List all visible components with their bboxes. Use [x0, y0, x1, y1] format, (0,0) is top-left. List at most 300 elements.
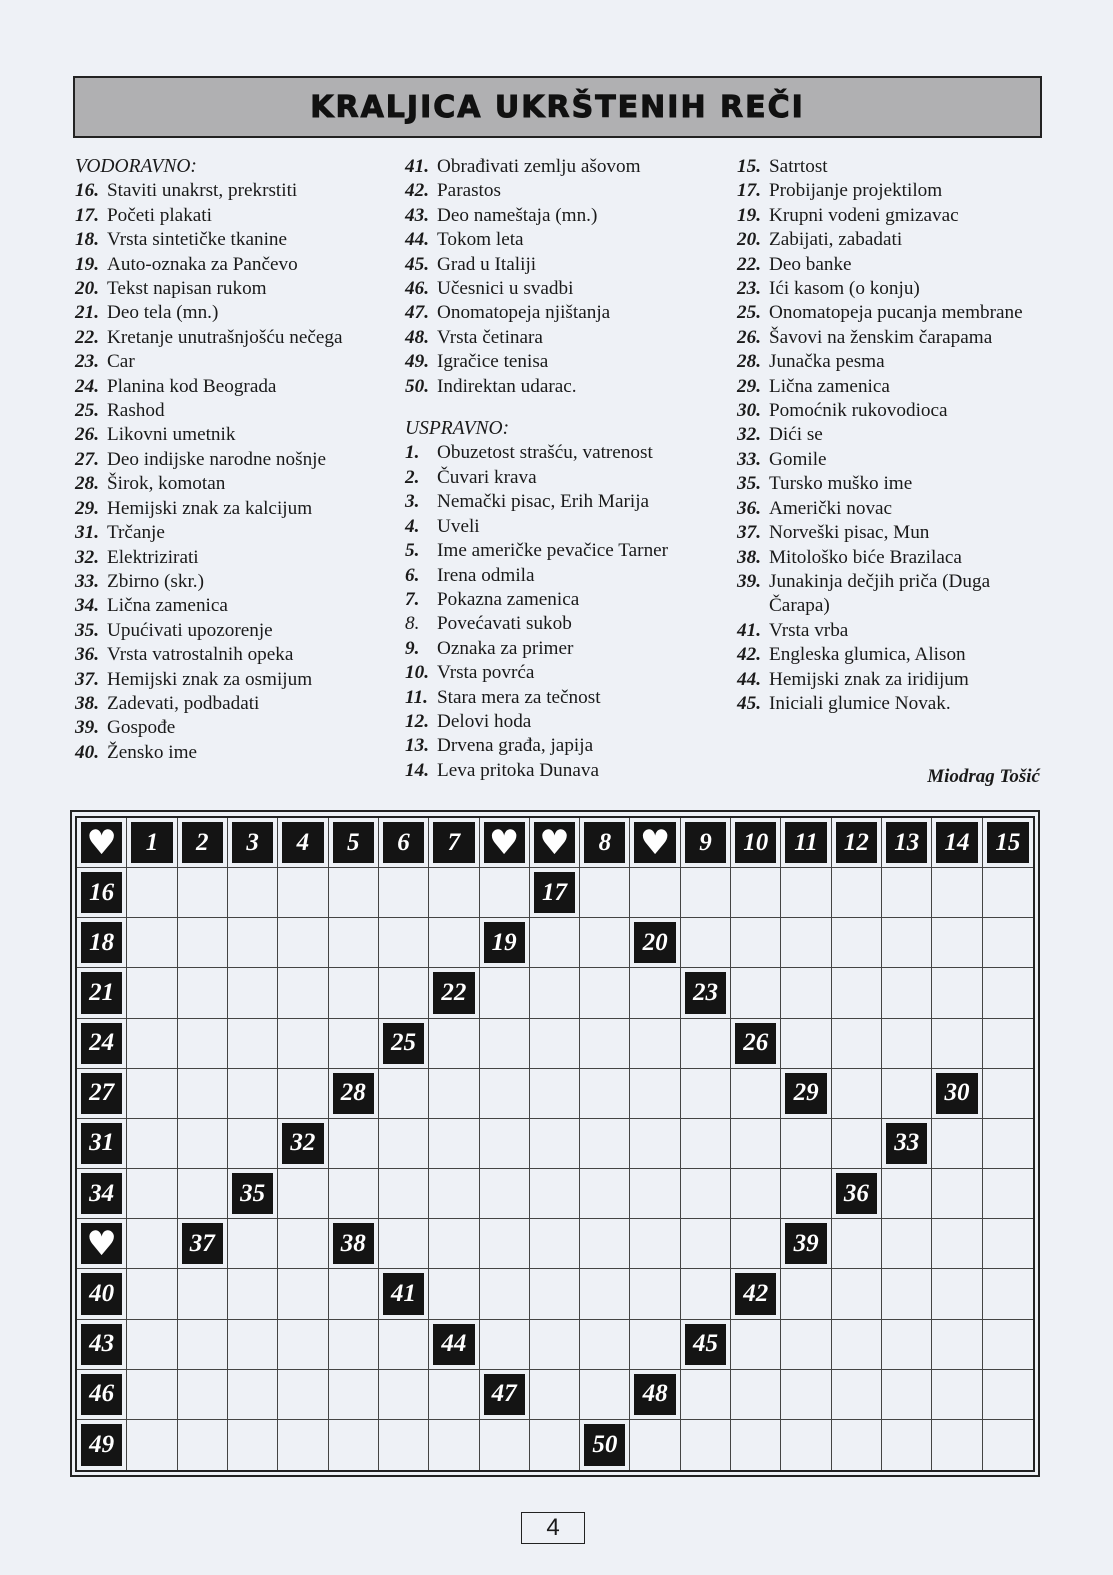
- grid-empty-cell[interactable]: [781, 1420, 831, 1470]
- clue-number: 26.: [75, 424, 99, 446]
- grid-empty-cell[interactable]: [530, 1320, 580, 1370]
- clue-text: Vrsta povrća: [437, 662, 535, 684]
- grid-clue-cell: [77, 918, 127, 968]
- grid-empty-cell[interactable]: [580, 1269, 630, 1319]
- grid-number: 15: [987, 822, 1029, 863]
- clue-text: Onomatopeja njištanja: [437, 302, 611, 324]
- grid-empty-cell[interactable]: [882, 918, 932, 968]
- clue-text: Lična zamenica: [769, 375, 890, 397]
- grid-empty-cell[interactable]: [530, 1370, 580, 1420]
- grid-empty-cell[interactable]: [178, 1269, 228, 1319]
- clue-text: Hemijski znak za kalcijum: [107, 497, 313, 519]
- grid-empty-cell[interactable]: [681, 1370, 731, 1420]
- grid-empty-cell[interactable]: [429, 868, 479, 918]
- grid-empty-cell[interactable]: [228, 1069, 278, 1119]
- clue-text: Delovi hoda: [437, 710, 532, 732]
- grid-empty-cell[interactable]: [832, 1219, 882, 1269]
- grid-empty-cell[interactable]: [127, 1420, 177, 1470]
- grid-empty-cell[interactable]: [932, 1119, 982, 1169]
- grid-empty-cell[interactable]: [379, 1219, 429, 1269]
- grid-number: 45: [685, 1324, 726, 1365]
- grid-empty-cell[interactable]: [379, 968, 429, 1018]
- grid-number: 49: [81, 1424, 122, 1466]
- clue-item: [75, 521, 385, 545]
- grid-empty-cell[interactable]: [932, 1420, 982, 1470]
- grid-empty-cell[interactable]: [278, 868, 328, 918]
- grid-empty-cell[interactable]: [681, 868, 731, 918]
- grid-empty-cell[interactable]: [228, 1019, 278, 1069]
- clue-item: [75, 277, 385, 301]
- grid-empty-cell[interactable]: [379, 1119, 429, 1169]
- grid-empty-cell[interactable]: [932, 1219, 982, 1269]
- grid-empty-cell[interactable]: [429, 1420, 479, 1470]
- grid-empty-cell[interactable]: [882, 1219, 932, 1269]
- grid-clue-cell: [379, 1019, 429, 1069]
- vertical-heading: USPRAVNO:: [405, 418, 510, 440]
- clue-item: [405, 661, 725, 685]
- author-name: Miodrag Tošić: [927, 766, 1040, 787]
- heart-icon: ♥: [81, 822, 122, 863]
- grid-empty-cell[interactable]: [832, 1370, 882, 1420]
- title-banner: [73, 76, 1042, 138]
- grid-empty-cell[interactable]: [127, 1269, 177, 1319]
- grid-empty-cell[interactable]: [429, 918, 479, 968]
- grid-number: 47: [484, 1374, 525, 1415]
- grid-empty-cell[interactable]: [530, 1269, 580, 1319]
- grid-empty-cell[interactable]: [781, 1119, 831, 1169]
- clue-number: 34.: [75, 595, 99, 617]
- grid-empty-cell[interactable]: [832, 868, 882, 918]
- grid-empty-cell[interactable]: [681, 1119, 731, 1169]
- grid-number: 13: [886, 822, 927, 863]
- grid-empty-cell[interactable]: [127, 1169, 177, 1219]
- grid-empty-cell[interactable]: [480, 1269, 530, 1319]
- clue-text: Deo tela (mn.): [107, 302, 219, 324]
- grid-empty-cell[interactable]: [480, 1019, 530, 1069]
- grid-empty-cell[interactable]: [932, 1320, 982, 1370]
- clue-number: 46.: [405, 278, 429, 300]
- grid-empty-cell[interactable]: [580, 1119, 630, 1169]
- grid-empty-cell[interactable]: [178, 1169, 228, 1219]
- grid-empty-cell[interactable]: [379, 1420, 429, 1470]
- grid-empty-cell[interactable]: [379, 1370, 429, 1420]
- clue-item: [75, 619, 385, 643]
- clue-number: 2.: [405, 466, 420, 488]
- clue-number: 31.: [75, 522, 99, 544]
- grid-number: 32: [282, 1123, 323, 1164]
- grid-empty-cell[interactable]: [781, 1169, 831, 1219]
- grid-empty-cell[interactable]: [329, 1019, 379, 1069]
- grid-empty-cell[interactable]: [580, 1169, 630, 1219]
- clue-item: [737, 570, 1047, 619]
- grid-empty-cell[interactable]: [127, 918, 177, 968]
- grid-empty-cell[interactable]: [983, 1370, 1033, 1420]
- grid-empty-cell[interactable]: [983, 918, 1033, 968]
- clue-text: Ime američke pevačice Tarner: [437, 540, 669, 562]
- grid-number: 14: [936, 822, 977, 863]
- clue-item: [405, 179, 725, 203]
- grid-empty-cell[interactable]: [429, 1219, 479, 1269]
- grid-empty-cell[interactable]: [329, 1370, 379, 1420]
- grid-empty-cell[interactable]: [278, 1320, 328, 1370]
- grid-empty-cell[interactable]: [429, 1269, 479, 1319]
- clue-number: 45.: [405, 253, 429, 275]
- clue-number: 37.: [75, 668, 99, 690]
- clue-item: [405, 539, 725, 563]
- grid-empty-cell[interactable]: [127, 1069, 177, 1119]
- grid-empty-cell[interactable]: [228, 868, 278, 918]
- grid-empty-cell[interactable]: [278, 1370, 328, 1420]
- grid-empty-cell[interactable]: [983, 1420, 1033, 1470]
- grid-empty-cell[interactable]: [731, 1119, 781, 1169]
- grid-empty-cell[interactable]: [882, 868, 932, 918]
- clue-text: Igračice tenisa: [437, 351, 549, 373]
- clue-number: 29.: [75, 497, 99, 519]
- grid-clue-cell: [781, 818, 831, 868]
- grid-empty-cell[interactable]: [329, 1119, 379, 1169]
- grid-empty-cell[interactable]: [630, 968, 680, 1018]
- clue-text: Tokom leta: [437, 229, 524, 251]
- grid-clue-cell: [681, 818, 731, 868]
- grid-empty-cell[interactable]: [278, 1420, 328, 1470]
- clue-item: [737, 253, 1047, 277]
- clue-item: [405, 515, 725, 539]
- grid-empty-cell[interactable]: [781, 968, 831, 1018]
- grid-empty-cell[interactable]: [983, 868, 1033, 918]
- clue-text: Kretanje unutrašnjošću nečega: [107, 326, 343, 348]
- clue-number: 3.: [405, 491, 420, 513]
- grid-empty-cell[interactable]: [630, 868, 680, 918]
- grid-empty-cell[interactable]: [278, 918, 328, 968]
- grid-empty-cell[interactable]: [480, 868, 530, 918]
- clue-number: 42.: [405, 180, 429, 202]
- clue-text: Lična zamenica: [107, 595, 228, 617]
- grid-empty-cell[interactable]: [832, 1119, 882, 1169]
- grid-empty-cell[interactable]: [127, 1370, 177, 1420]
- clue-text: Car: [107, 351, 135, 373]
- grid-empty-cell[interactable]: [932, 1169, 982, 1219]
- grid-empty-cell[interactable]: [228, 1219, 278, 1269]
- grid-empty-cell[interactable]: [882, 1320, 932, 1370]
- grid-clue-cell: [178, 1219, 228, 1269]
- grid-empty-cell[interactable]: [781, 1370, 831, 1420]
- grid-empty-cell[interactable]: [379, 1069, 429, 1119]
- grid-empty-cell[interactable]: [178, 1119, 228, 1169]
- clue-number: 24.: [75, 375, 99, 397]
- grid-empty-cell[interactable]: [429, 1169, 479, 1219]
- grid-empty-cell[interactable]: [932, 1019, 982, 1069]
- grid-empty-cell[interactable]: [278, 1069, 328, 1119]
- grid-number: 22: [433, 972, 474, 1013]
- clue-text: Pomoćnik rukovodioca: [769, 400, 948, 422]
- grid-empty-cell[interactable]: [681, 1269, 731, 1319]
- grid-empty-cell[interactable]: [832, 1019, 882, 1069]
- grid-empty-cell[interactable]: [530, 1169, 580, 1219]
- grid-empty-cell[interactable]: [932, 868, 982, 918]
- grid-empty-cell[interactable]: [379, 1169, 429, 1219]
- grid-empty-cell[interactable]: [278, 968, 328, 1018]
- grid-empty-cell[interactable]: [630, 1069, 680, 1119]
- grid-empty-cell[interactable]: [681, 918, 731, 968]
- grid-empty-cell[interactable]: [731, 1370, 781, 1420]
- clue-number: 26.: [737, 326, 761, 348]
- clue-number: 13.: [405, 735, 429, 757]
- grid-empty-cell[interactable]: [379, 868, 429, 918]
- clue-text: Grad u Italiji: [437, 253, 537, 275]
- grid-empty-cell[interactable]: [278, 1019, 328, 1069]
- grid-empty-cell[interactable]: [983, 1320, 1033, 1370]
- clue-text: Uveli: [437, 515, 480, 537]
- grid-empty-cell[interactable]: [932, 918, 982, 968]
- grid-empty-cell[interactable]: [379, 1320, 429, 1370]
- grid-empty-cell[interactable]: [630, 1320, 680, 1370]
- grid-empty-cell[interactable]: [278, 1169, 328, 1219]
- grid-clue-cell: [77, 818, 127, 868]
- clue-item: [75, 448, 385, 472]
- grid-empty-cell[interactable]: [731, 1169, 781, 1219]
- clue-text: Zadevati, podbadati: [107, 692, 260, 714]
- grid-empty-cell[interactable]: [480, 1069, 530, 1119]
- grid-empty-cell[interactable]: [932, 968, 982, 1018]
- grid-number: 3: [232, 822, 273, 863]
- grid-empty-cell[interactable]: [882, 1069, 932, 1119]
- clue-number: 1.: [405, 442, 420, 464]
- clue-number: 43.: [405, 204, 429, 226]
- grid-empty-cell[interactable]: [329, 1169, 379, 1219]
- grid-empty-cell[interactable]: [480, 968, 530, 1018]
- grid-empty-cell[interactable]: [580, 1019, 630, 1069]
- grid-number: 6: [383, 822, 424, 863]
- grid-empty-cell[interactable]: [178, 1320, 228, 1370]
- grid-empty-cell[interactable]: [329, 1420, 379, 1470]
- grid-empty-cell[interactable]: [228, 1269, 278, 1319]
- grid-empty-cell[interactable]: [480, 1169, 530, 1219]
- clue-text: Čuvari krava: [437, 466, 537, 488]
- grid-empty-cell[interactable]: [882, 1370, 932, 1420]
- grid-empty-cell[interactable]: [630, 1119, 680, 1169]
- grid-number: 35: [232, 1173, 273, 1214]
- grid-empty-cell[interactable]: [429, 1019, 479, 1069]
- grid-empty-cell[interactable]: [228, 1320, 278, 1370]
- grid-empty-cell[interactable]: [329, 968, 379, 1018]
- grid-empty-cell[interactable]: [630, 1269, 680, 1319]
- grid-empty-cell[interactable]: [178, 868, 228, 918]
- grid-empty-cell[interactable]: [983, 1069, 1033, 1119]
- clue-text: Staviti unakrst, prekrstiti: [107, 180, 298, 202]
- grid-empty-cell[interactable]: [530, 1019, 580, 1069]
- grid-empty-cell[interactable]: [228, 918, 278, 968]
- clue-text: Deo nameštaja (mn.): [437, 204, 598, 226]
- grid-empty-cell[interactable]: [731, 968, 781, 1018]
- clue-text: Probijanje projektilom: [769, 180, 943, 202]
- clue-text: Iniciali glumice Novak.: [769, 692, 951, 714]
- grid-empty-cell[interactable]: [580, 968, 630, 1018]
- grid-empty-cell[interactable]: [832, 968, 882, 1018]
- grid-empty-cell[interactable]: [228, 1420, 278, 1470]
- grid-empty-cell[interactable]: [127, 1019, 177, 1069]
- grid-empty-cell[interactable]: [580, 1320, 630, 1370]
- grid-empty-cell[interactable]: [681, 1169, 731, 1219]
- grid-empty-cell[interactable]: [329, 918, 379, 968]
- grid-empty-cell[interactable]: [379, 918, 429, 968]
- grid-empty-cell[interactable]: [329, 1269, 379, 1319]
- grid-clue-cell: [882, 818, 932, 868]
- grid-empty-cell[interactable]: [178, 968, 228, 1018]
- crossword-grid: [75, 816, 1035, 1472]
- grid-empty-cell[interactable]: [630, 1169, 680, 1219]
- grid-empty-cell[interactable]: [228, 968, 278, 1018]
- grid-empty-cell[interactable]: [429, 1069, 479, 1119]
- grid-empty-cell[interactable]: [228, 1119, 278, 1169]
- grid-empty-cell[interactable]: [580, 918, 630, 968]
- clue-number: 32.: [75, 546, 99, 568]
- grid-empty-cell[interactable]: [480, 1219, 530, 1269]
- grid-empty-cell[interactable]: [429, 1370, 479, 1420]
- clue-text: Leva pritoka Dunava: [437, 759, 599, 781]
- grid-empty-cell[interactable]: [932, 1269, 982, 1319]
- clue-item: [75, 643, 385, 667]
- grid-clue-cell: [731, 818, 781, 868]
- grid-empty-cell[interactable]: [832, 1320, 882, 1370]
- clue-number: 28.: [737, 351, 761, 373]
- clue-text: Hemijski znak za iridijum: [769, 668, 969, 690]
- grid-empty-cell[interactable]: [983, 1019, 1033, 1069]
- grid-empty-cell[interactable]: [480, 1420, 530, 1470]
- grid-empty-cell[interactable]: [127, 968, 177, 1018]
- grid-number: 50: [584, 1424, 625, 1466]
- grid-empty-cell[interactable]: [630, 1420, 680, 1470]
- grid-empty-cell[interactable]: [932, 1370, 982, 1420]
- clue-number: 44.: [737, 668, 761, 690]
- grid-empty-cell[interactable]: [681, 1219, 731, 1269]
- grid-empty-cell[interactable]: [127, 1320, 177, 1370]
- clue-text: Rashod: [107, 400, 165, 422]
- clue-number: 35.: [737, 473, 761, 495]
- grid-empty-cell[interactable]: [882, 1420, 932, 1470]
- grid-clue-cell: [127, 818, 177, 868]
- grid-empty-cell[interactable]: [480, 1119, 530, 1169]
- grid-clue-cell: [932, 1069, 982, 1119]
- grid-empty-cell[interactable]: [731, 1320, 781, 1370]
- grid-empty-cell[interactable]: [178, 1420, 228, 1470]
- grid-empty-cell[interactable]: [278, 1269, 328, 1319]
- grid-empty-cell[interactable]: [882, 1019, 932, 1069]
- grid-empty-cell[interactable]: [731, 1069, 781, 1119]
- grid-empty-cell[interactable]: [832, 1269, 882, 1319]
- grid-empty-cell[interactable]: [781, 1320, 831, 1370]
- grid-empty-cell[interactable]: [429, 1119, 479, 1169]
- grid-empty-cell[interactable]: [832, 918, 882, 968]
- clue-item: [75, 668, 385, 692]
- grid-empty-cell[interactable]: [781, 1019, 831, 1069]
- grid-empty-cell[interactable]: [983, 1269, 1033, 1319]
- grid-empty-cell[interactable]: [681, 1420, 731, 1470]
- clue-number: 16.: [75, 180, 99, 202]
- grid-empty-cell[interactable]: [178, 1370, 228, 1420]
- grid-empty-cell[interactable]: [580, 1219, 630, 1269]
- grid-number: 43: [81, 1324, 122, 1365]
- clue-number: 22.: [737, 253, 761, 275]
- grid-empty-cell[interactable]: [580, 1069, 630, 1119]
- clue-item: [737, 179, 1047, 203]
- grid-empty-cell[interactable]: [983, 1119, 1033, 1169]
- grid-empty-cell[interactable]: [983, 1169, 1033, 1219]
- grid-empty-cell[interactable]: [731, 918, 781, 968]
- grid-empty-cell[interactable]: [228, 1370, 278, 1420]
- clue-text: Parastos: [437, 180, 501, 202]
- grid-empty-cell[interactable]: [530, 968, 580, 1018]
- grid-empty-cell[interactable]: [127, 1119, 177, 1169]
- grid-empty-cell[interactable]: [630, 1019, 680, 1069]
- grid-empty-cell[interactable]: [530, 1219, 580, 1269]
- grid-empty-cell[interactable]: [731, 1420, 781, 1470]
- grid-empty-cell[interactable]: [630, 1219, 680, 1269]
- grid-empty-cell[interactable]: [731, 1219, 781, 1269]
- grid-empty-cell[interactable]: [983, 968, 1033, 1018]
- grid-clue-cell: [329, 818, 379, 868]
- grid-empty-cell[interactable]: [127, 1219, 177, 1269]
- grid-empty-cell[interactable]: [681, 1019, 731, 1069]
- clue-text: Pokazna zamenica: [437, 588, 580, 610]
- grid-empty-cell[interactable]: [580, 868, 630, 918]
- grid-empty-cell[interactable]: [580, 1370, 630, 1420]
- grid-clue-cell: [480, 1370, 530, 1420]
- grid-empty-cell[interactable]: [278, 1219, 328, 1269]
- grid-empty-cell[interactable]: [781, 1269, 831, 1319]
- grid-empty-cell[interactable]: [127, 868, 177, 918]
- grid-empty-cell[interactable]: [882, 968, 932, 1018]
- clue-text: Upućivati upozorenje: [107, 619, 273, 641]
- grid-empty-cell[interactable]: [480, 1320, 530, 1370]
- grid-empty-cell[interactable]: [882, 1269, 932, 1319]
- grid-empty-cell[interactable]: [530, 1069, 580, 1119]
- grid-empty-cell[interactable]: [178, 1069, 228, 1119]
- grid-clue-cell: [278, 1119, 328, 1169]
- grid-clue-cell: [983, 818, 1033, 868]
- grid-empty-cell[interactable]: [781, 868, 831, 918]
- grid-empty-cell[interactable]: [681, 1069, 731, 1119]
- grid-empty-cell[interactable]: [832, 1069, 882, 1119]
- clue-number: 41.: [405, 156, 429, 177]
- grid-empty-cell[interactable]: [178, 1019, 228, 1069]
- grid-number: 42: [735, 1273, 776, 1314]
- grid-empty-cell[interactable]: [882, 1169, 932, 1219]
- grid-number: 11: [785, 822, 826, 863]
- grid-empty-cell[interactable]: [983, 1219, 1033, 1269]
- clue-item: [75, 423, 385, 447]
- clue-text: Obuzetost strašću, vatrenost: [437, 442, 653, 464]
- grid-empty-cell[interactable]: [832, 1420, 882, 1470]
- grid-empty-cell[interactable]: [329, 1320, 379, 1370]
- clue-item: [405, 204, 725, 228]
- grid-clue-cell: [530, 818, 580, 868]
- grid-empty-cell[interactable]: [178, 918, 228, 968]
- grid-clue-cell: [77, 1219, 127, 1269]
- clue-item: [405, 466, 725, 490]
- grid-empty-cell[interactable]: [530, 1119, 580, 1169]
- clue-item: [405, 588, 725, 612]
- grid-empty-cell[interactable]: [329, 868, 379, 918]
- grid-empty-cell[interactable]: [530, 918, 580, 968]
- clue-item: [405, 228, 725, 252]
- clue-text: Učesnici u svadbi: [437, 278, 574, 300]
- grid-empty-cell[interactable]: [781, 918, 831, 968]
- grid-empty-cell[interactable]: [731, 868, 781, 918]
- grid-number: 8: [584, 822, 625, 863]
- grid-clue-cell: [731, 1269, 781, 1319]
- clue-text: Drvena građa, japija: [437, 735, 594, 757]
- grid-empty-cell[interactable]: [530, 1420, 580, 1470]
